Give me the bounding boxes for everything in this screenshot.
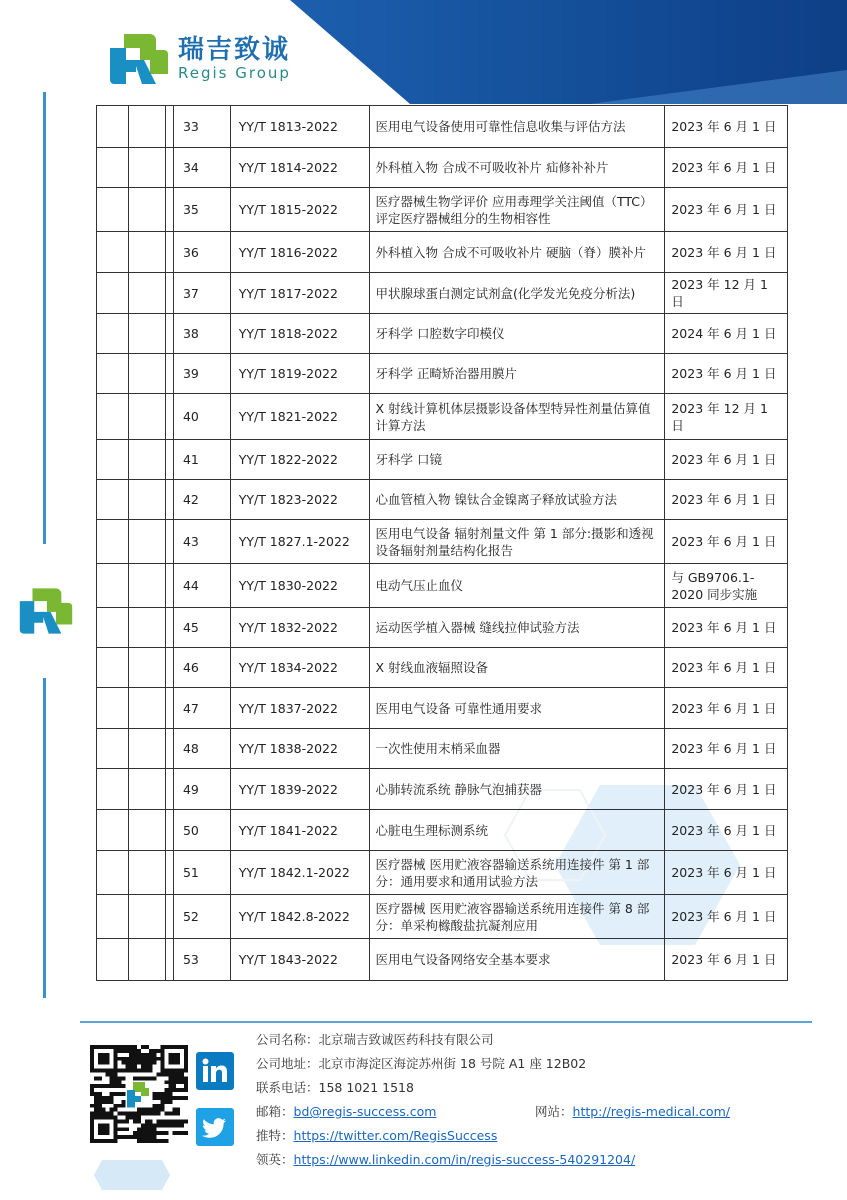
- empty-cell: [165, 608, 173, 648]
- standard-code: YY/T 1821-2022: [230, 394, 369, 440]
- empty-cell: [165, 769, 173, 810]
- empty-cell: [129, 440, 165, 480]
- linkedin-row: 领英：https://www.linkedin.com/in/regis-success-540291204/: [256, 1152, 636, 1167]
- empty-cell: [129, 688, 165, 729]
- qr-code-icon: [90, 1045, 188, 1143]
- empty-cell: [165, 939, 173, 981]
- standard-name: 心脏电生理标测系统: [369, 810, 665, 851]
- empty-cell: [129, 232, 165, 273]
- standard-name: 电动气压止血仪: [369, 564, 665, 608]
- empty-cell: [129, 769, 165, 810]
- table-row: [97, 520, 788, 564]
- empty-cell: [129, 895, 165, 939]
- footer-hexagon-decoration: [92, 1140, 172, 1190]
- effective-date: 2023 年 6 月 1 日: [665, 608, 788, 648]
- empty-cell: [97, 148, 129, 188]
- table-row: [97, 394, 788, 440]
- empty-cell: [97, 688, 129, 729]
- standard-code: YY/T 1843-2022: [230, 939, 369, 981]
- empty-cell: [165, 354, 173, 394]
- standard-name: 心肺转流系统 静脉气泡捕获器: [369, 769, 665, 810]
- standard-code: YY/T 1822-2022: [230, 440, 369, 480]
- regis-logo-icon: [108, 30, 170, 88]
- empty-cell: [165, 688, 173, 729]
- empty-cell: [97, 895, 129, 939]
- empty-cell: [165, 520, 173, 564]
- linkedin-icon[interactable]: [196, 1052, 234, 1090]
- row-number: 53: [173, 939, 230, 981]
- row-number: 39: [173, 354, 230, 394]
- empty-cell: [97, 939, 129, 981]
- standard-name: 医用电气设备 辐射剂量文件 第 1 部分:摄影和透视设备辐射剂量结构化报告: [369, 520, 665, 564]
- empty-cell: [97, 648, 129, 688]
- effective-date: 2023 年 6 月 1 日: [665, 939, 788, 981]
- twitter-row: 推特：https://twitter.com/RegisSuccess: [256, 1128, 498, 1143]
- empty-cell: [129, 273, 165, 314]
- effective-date: 2024 年 6 月 1 日: [665, 314, 788, 354]
- standard-name: 医用电气设备使用可靠性信息收集与评估方法: [369, 106, 665, 148]
- standard-code: YY/T 1823-2022: [230, 480, 369, 520]
- effective-date: 2023 年 6 月 1 日: [665, 769, 788, 810]
- company-name: 北京瑞吉致诚医药科技有限公司: [318, 1032, 494, 1047]
- header-banner: [290, 0, 847, 104]
- empty-cell: [97, 232, 129, 273]
- standard-name: 医用电气设备 可靠性通用要求: [369, 688, 665, 729]
- empty-cell: [97, 564, 129, 608]
- table-row: [97, 939, 788, 981]
- empty-cell: [129, 851, 165, 895]
- standard-code: YY/T 1842.8-2022: [230, 895, 369, 939]
- standard-code: YY/T 1834-2022: [230, 648, 369, 688]
- standard-name: X 射线计算机体层摄影设备体型特异性剂量估算值计算方法: [369, 394, 665, 440]
- standard-name: 牙科学 口镜: [369, 440, 665, 480]
- empty-cell: [129, 394, 165, 440]
- empty-cell: [97, 106, 129, 148]
- standard-code: YY/T 1817-2022: [230, 273, 369, 314]
- effective-date: 2023 年 12 月 1 日: [665, 394, 788, 440]
- empty-cell: [165, 564, 173, 608]
- standard-code: YY/T 1830-2022: [230, 564, 369, 608]
- effective-date: 2023 年 6 月 1 日: [665, 480, 788, 520]
- standard-name: 牙科学 正畸矫治器用膜片: [369, 354, 665, 394]
- row-number: 45: [173, 608, 230, 648]
- row-number: 38: [173, 314, 230, 354]
- effective-date: 2023 年 6 月 1 日: [665, 520, 788, 564]
- phone-number: 158 1021 1518: [318, 1080, 414, 1095]
- row-number: 52: [173, 895, 230, 939]
- standard-name: 运动医学植入器械 缝线拉伸试验方法: [369, 608, 665, 648]
- empty-cell: [165, 810, 173, 851]
- empty-cell: [165, 273, 173, 314]
- standards-table: [96, 105, 788, 981]
- row-number: 42: [173, 480, 230, 520]
- effective-date: 2023 年 6 月 1 日: [665, 895, 788, 939]
- row-number: 37: [173, 273, 230, 314]
- standard-code: YY/T 1816-2022: [230, 232, 369, 273]
- empty-cell: [129, 354, 165, 394]
- left-accent-line-bottom: [43, 678, 46, 998]
- row-number: 50: [173, 810, 230, 851]
- row-number: 43: [173, 520, 230, 564]
- standard-code: YY/T 1827.1-2022: [230, 520, 369, 564]
- standard-code: YY/T 1838-2022: [230, 729, 369, 769]
- table-row: [97, 232, 788, 273]
- standard-code: YY/T 1837-2022: [230, 688, 369, 729]
- row-number: 35: [173, 188, 230, 232]
- standard-name: 医用电气设备网络安全基本要求: [369, 939, 665, 981]
- table-row: [97, 729, 788, 769]
- row-number: 46: [173, 648, 230, 688]
- empty-cell: [165, 729, 173, 769]
- email-row: 邮箱：bd@regis-success.com: [256, 1104, 437, 1119]
- table-row: [97, 769, 788, 810]
- footer-divider: [80, 1021, 812, 1023]
- empty-cell: [129, 729, 165, 769]
- empty-cell: [129, 648, 165, 688]
- standard-name: 牙科学 口腔数字印模仪: [369, 314, 665, 354]
- empty-cell: [97, 729, 129, 769]
- side-logo-icon: [18, 583, 74, 639]
- table-row: [97, 851, 788, 895]
- effective-date: 2023 年 12 月 1 日: [665, 273, 788, 314]
- table-row: [97, 188, 788, 232]
- empty-cell: [165, 895, 173, 939]
- empty-cell: [129, 939, 165, 981]
- effective-date: 2023 年 6 月 1 日: [665, 106, 788, 148]
- standard-code: YY/T 1819-2022: [230, 354, 369, 394]
- standard-name: 外科植入物 合成不可吸收补片 硬脑（脊）膜补片: [369, 232, 665, 273]
- effective-date: 2023 年 6 月 1 日: [665, 232, 788, 273]
- empty-cell: [129, 314, 165, 354]
- standard-name: 甲状腺球蛋白测定试剂盒(化学发光免疫分析法): [369, 273, 665, 314]
- standard-code: YY/T 1815-2022: [230, 188, 369, 232]
- empty-cell: [97, 810, 129, 851]
- standard-name: 医疗器械生物学评价 应用毒理学关注阈值（TTC）评定医疗器械组分的生物相容性: [369, 188, 665, 232]
- left-accent-line-top: [43, 92, 46, 544]
- empty-cell: [165, 480, 173, 520]
- standard-code: YY/T 1818-2022: [230, 314, 369, 354]
- twitter-icon[interactable]: [196, 1108, 234, 1146]
- effective-date: 2023 年 6 月 1 日: [665, 354, 788, 394]
- empty-cell: [97, 394, 129, 440]
- effective-date: 2023 年 6 月 1 日: [665, 188, 788, 232]
- empty-cell: [97, 273, 129, 314]
- row-number: 44: [173, 564, 230, 608]
- table-row: [97, 648, 788, 688]
- empty-cell: [165, 314, 173, 354]
- row-number: 34: [173, 148, 230, 188]
- table-row: [97, 314, 788, 354]
- empty-cell: [129, 480, 165, 520]
- twitter-link[interactable]: https://twitter.com/RegisSuccess: [293, 1128, 498, 1143]
- empty-cell: [165, 232, 173, 273]
- empty-cell: [165, 851, 173, 895]
- effective-date: 2023 年 6 月 1 日: [665, 688, 788, 729]
- empty-cell: [97, 520, 129, 564]
- linkedin-link[interactable]: https://www.linkedin.com/in/regis-success-540291204/: [293, 1152, 636, 1167]
- standard-name: 心血管植入物 镍钛合金镍离子释放试验方法: [369, 480, 665, 520]
- brand-name-en: Regis Group: [178, 64, 291, 82]
- empty-cell: [97, 480, 129, 520]
- empty-cell: [129, 608, 165, 648]
- effective-date: 2023 年 6 月 1 日: [665, 851, 788, 895]
- effective-date: 2023 年 6 月 1 日: [665, 648, 788, 688]
- email-link[interactable]: bd@regis-success.com: [293, 1104, 437, 1119]
- company-address: 北京市海淀区海淀苏州街 18 号院 A1 座 12B02: [318, 1056, 587, 1071]
- standard-name: 外科植入物 合成不可吸收补片 疝修补补片: [369, 148, 665, 188]
- effective-date: 2023 年 6 月 1 日: [665, 440, 788, 480]
- table-row: [97, 440, 788, 480]
- empty-cell: [165, 394, 173, 440]
- empty-cell: [97, 769, 129, 810]
- empty-cell: [165, 148, 173, 188]
- table-row: [97, 106, 788, 148]
- row-number: 36: [173, 232, 230, 273]
- row-number: 49: [173, 769, 230, 810]
- empty-cell: [165, 106, 173, 148]
- empty-cell: [165, 440, 173, 480]
- empty-cell: [129, 520, 165, 564]
- standard-name: 一次性使用末梢采血器: [369, 729, 665, 769]
- empty-cell: [97, 354, 129, 394]
- table-row: [97, 273, 788, 314]
- phone-row: 联系电话：158 1021 1518: [256, 1080, 414, 1095]
- empty-cell: [129, 106, 165, 148]
- company-row: 公司名称：北京瑞吉致诚医药科技有限公司: [256, 1032, 494, 1047]
- empty-cell: [129, 148, 165, 188]
- row-number: 40: [173, 394, 230, 440]
- standard-code: YY/T 1842.1-2022: [230, 851, 369, 895]
- brand-name-cn: 瑞吉致诚: [178, 35, 291, 65]
- effective-date: 2023 年 6 月 1 日: [665, 148, 788, 188]
- table-row: [97, 810, 788, 851]
- standard-name: 医疗器械 医用贮液容器输送系统用连接件 第 8 部分：单采枸橼酸盐抗凝剂应用: [369, 895, 665, 939]
- empty-cell: [97, 314, 129, 354]
- standard-code: YY/T 1841-2022: [230, 810, 369, 851]
- effective-date: 2023 年 6 月 1 日: [665, 729, 788, 769]
- row-number: 41: [173, 440, 230, 480]
- standard-name: X 射线血液辐照设备: [369, 648, 665, 688]
- table-row: [97, 608, 788, 648]
- standard-code: YY/T 1814-2022: [230, 148, 369, 188]
- empty-cell: [97, 440, 129, 480]
- row-number: 47: [173, 688, 230, 729]
- standard-code: YY/T 1813-2022: [230, 106, 369, 148]
- empty-cell: [165, 648, 173, 688]
- row-number: 33: [173, 106, 230, 148]
- brand-wordmark: [178, 36, 291, 82]
- address-row: 公司地址：北京市海淀区海淀苏州街 18 号院 A1 座 12B02: [256, 1056, 587, 1071]
- empty-cell: [129, 188, 165, 232]
- empty-cell: [129, 564, 165, 608]
- empty-cell: [97, 851, 129, 895]
- standard-code: YY/T 1832-2022: [230, 608, 369, 648]
- table-row: [97, 688, 788, 729]
- empty-cell: [129, 810, 165, 851]
- table-row: [97, 564, 788, 608]
- table-row: [97, 480, 788, 520]
- empty-cell: [97, 608, 129, 648]
- table-row: [97, 354, 788, 394]
- website-link[interactable]: http://regis-medical.com/: [572, 1104, 730, 1119]
- effective-date: 2023 年 6 月 1 日: [665, 810, 788, 851]
- table-row: [97, 148, 788, 188]
- row-number: 48: [173, 729, 230, 769]
- empty-cell: [165, 188, 173, 232]
- standard-code: YY/T 1839-2022: [230, 769, 369, 810]
- empty-cell: [97, 188, 129, 232]
- standard-name: 医疗器械 医用贮液容器输送系统用连接件 第 1 部分：通用要求和通用试验方法: [369, 851, 665, 895]
- row-number: 51: [173, 851, 230, 895]
- effective-date: 与 GB9706.1-2020 同步实施: [665, 564, 788, 608]
- table-row: [97, 895, 788, 939]
- website-row: 网站：http://regis-medical.com/: [535, 1104, 730, 1119]
